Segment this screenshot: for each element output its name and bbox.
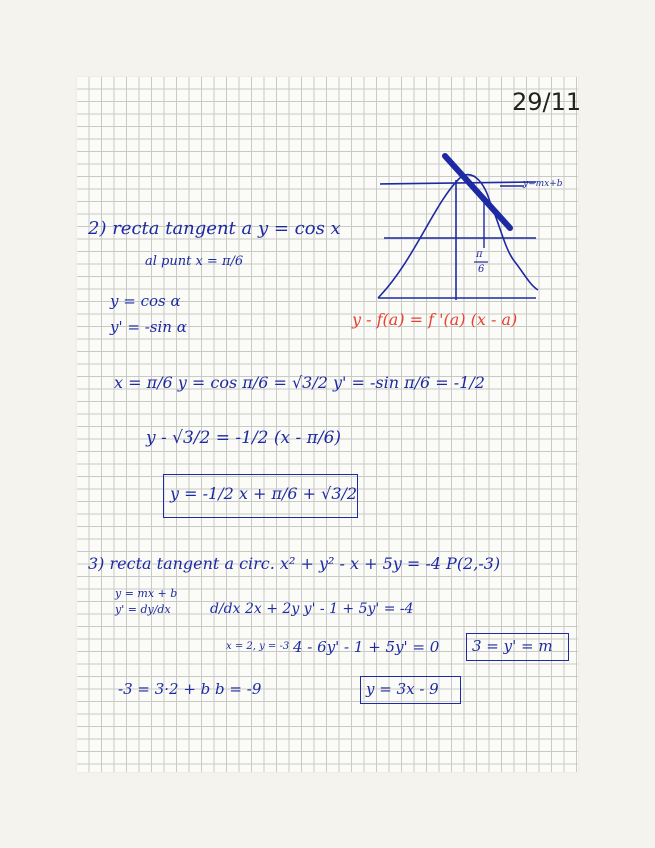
problem3-derivative: d/dx 2x + 2y y' - 1 + 5y' = -4 xyxy=(210,601,414,617)
problem3-note1: y = mx + b xyxy=(115,587,178,600)
tangent-formula: y - f(a) = f '(a) (x - a) xyxy=(352,310,518,329)
point-label-denominator: 6 xyxy=(478,264,485,275)
problem2-subheading: al punt x = π/6 xyxy=(145,254,244,269)
problem3-note2: y' = dy/dx xyxy=(115,603,171,616)
tangent-line xyxy=(445,156,510,228)
problem2-line1: y = cos α xyxy=(110,292,181,310)
cosine-curve xyxy=(378,175,538,298)
slope-result: 3 = y' = m xyxy=(472,637,553,655)
point-label-numerator: π xyxy=(476,249,483,260)
problem3-result: y = 3x - 9 xyxy=(366,680,439,698)
tangent-label: y=mx+b xyxy=(523,179,563,189)
problem2-step: y - √3/2 = -1/2 (x - π/6) xyxy=(146,428,342,448)
graph-top-line xyxy=(380,182,536,184)
problem3-equation: 4 - 6y' - 1 + 5y' = 0 xyxy=(293,638,440,656)
problem3-substitution: x = 2, y = -3 xyxy=(226,641,290,652)
intercept-calculation: -3 = 3·2 + b b = -9 xyxy=(118,680,262,698)
date-label: 29/11 xyxy=(512,88,582,116)
problem3-heading: 3) recta tangent a circ. x² + y² - x + 5y = -4 P(2,-3) xyxy=(88,554,501,573)
problem2-evaluation: x = π/6 y = cos π/6 = √3/2 y' = -sin π/6 = -1/2 xyxy=(114,373,485,392)
problem2-line2: y' = -sin α xyxy=(110,318,187,336)
problem2-heading: 2) recta tangent a y = cos x xyxy=(88,218,341,239)
problem2-result: y = -1/2 x + π/6 + √3/2 xyxy=(170,484,358,503)
